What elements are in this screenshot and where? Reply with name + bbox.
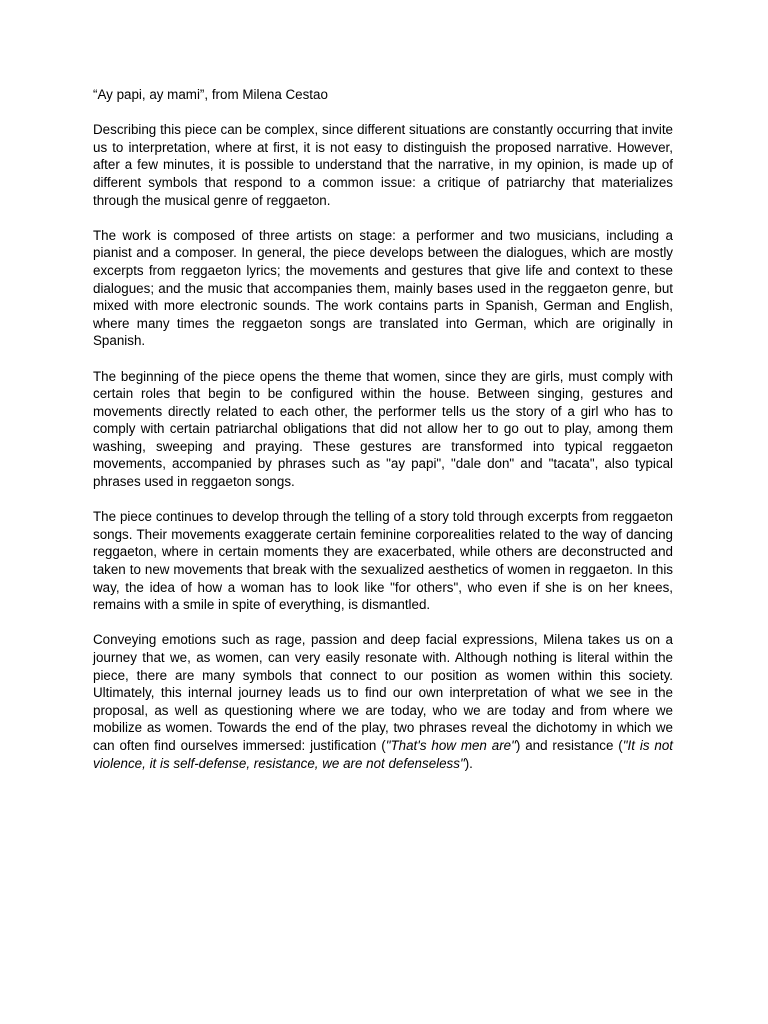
paragraph-5: [93, 631, 673, 772]
document-title: “Ay papi, ay mami”, from Milena Cestao: [93, 87, 328, 102]
quote-resistance: "It is not violence, it is self-defense, resistance, we are not defenseless": [93, 737, 674, 771]
paragraph-4: The piece continues to develop through the telling of a story told through excerpts from reggaeton songs. Their movements exaggerate certain feminine corporealities related to the way of dancing reggaeton, where in certain moments they are exacerbated, while others are deconstructed and taken to new movements that break with the sexualized aesthetics of women in reggaeton. In this way, the idea of how a woman has to look like "for others", who even if she is on her knees, remains with a smile in spite of everything, is dismantled.: [93, 509, 673, 613]
quote-justification: "That's how men are": [385, 737, 516, 753]
document-page: [93, 86, 673, 772]
paragraph-1: Describing this piece can be complex, since different situations are constantly occurring that invite us to interpretation, where at first, it is not easy to distinguish the proposed narrative. However, after a few minutes, it is possible to understand that the narrative, in my opinion, is made up of different symbols that respond to a common issue: a critique of patriarchy that materializes through the musical genre of reggaeton.: [93, 122, 673, 208]
paragraph-5-end: ).: [464, 755, 473, 771]
paragraph-3: The beginning of the piece opens the theme that women, since they are girls, must comply with certain roles that begin to be configured within the house. Between singing, gestures and movements directly related to each other, the performer tells us the story of a girl who has to comply with certain patriarchal obligations that did not allow her to go out to play, among them washing, sweeping and praying. These gestures are transformed into typical reggaeton movements, accompanied by phrases such as "ay papi", "dale don" and "tacata", also typical phrases used in reggaeton songs.: [93, 368, 673, 490]
paragraph-2: The work is composed of three artists on stage: a performer and two musicians, including a pianist and a composer. In general, the piece develops between the dialogues, which are mostly excerpts from reggaeton lyrics; the movements and gestures that give life and context to these dialogues; and the music that accompanies them, mainly bases used in the reggaeton genre, but mixed with more electronic sounds. The work contains parts in Spanish, German and English, where many times the reggaeton songs are translated into German, which are originally in Spanish.: [93, 227, 673, 349]
paragraph-5-middle: ) and resistance (: [515, 737, 623, 753]
paragraph-5-intro: Conveying emotions such as rage, passion and deep facial expressions, Milena takes us on a journey that we, as women, can very easily resonate with. Although nothing is literal within the piece, there are many symbols that connect to our position as women within this society. Ultimately, this internal journey leads us to find our own interpretation of what we see in the proposal, as well as questioning where we are today, who we are today and from where we mobilize as women. Towards the end of the play, two phrases reveal the dichotomy in which we can often find ourselves immersed: justification (: [93, 632, 673, 753]
